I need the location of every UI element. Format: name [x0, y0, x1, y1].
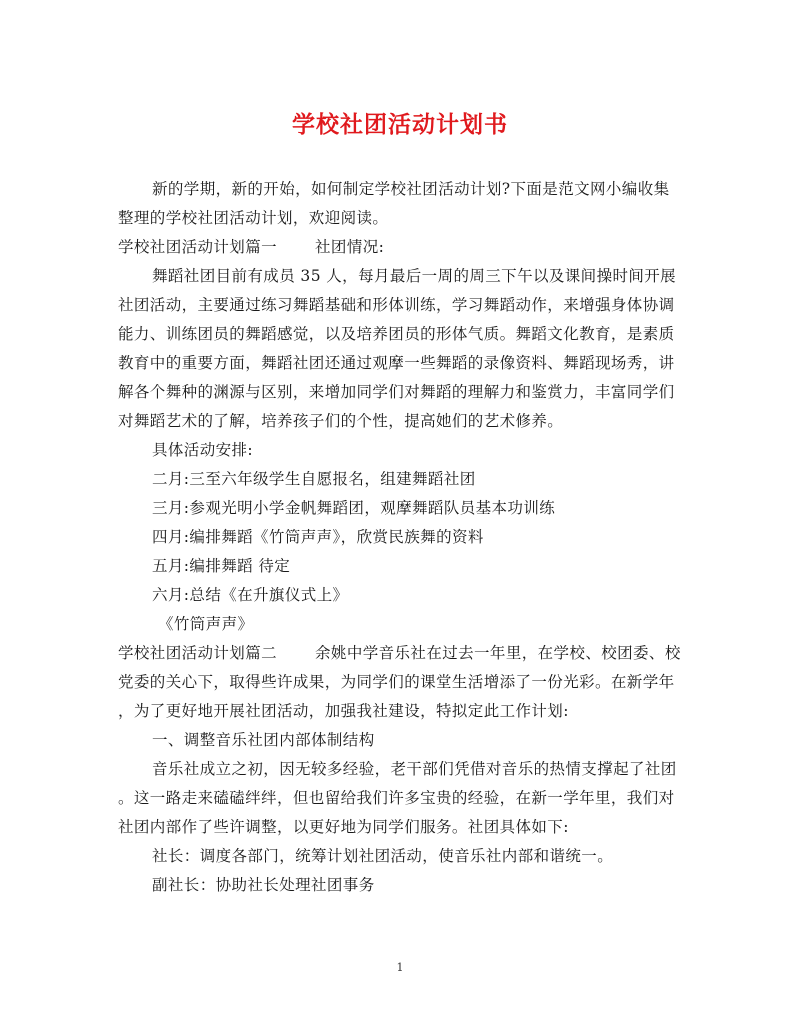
paragraph-line: 社长：调度各部门，统筹计划社团活动，使音乐社内部和谐统一。 — [152, 847, 614, 865]
paragraph-line: 新的学期，新的开始，如何制定学校社团活动计划?下面是范文网小编收集 — [152, 180, 670, 198]
section-heading: 学校社团活动计划篇二 — [118, 644, 278, 662]
paragraph-line: 。这一路走来磕磕绊绊，但也留给我们许多宝贵的经验，在新一学年里，我们对 — [118, 789, 675, 807]
paragraph-line: 舞蹈社团目前有成员 35 人，每月最后一周的周三下午以及课间操时间开展 — [152, 267, 677, 285]
paragraph-line: 音乐社成立之初，因无较多经验，老干部们凭借对音乐的热情支撑起了社团 — [152, 760, 677, 778]
paragraph-line: 整理的学校社团活动计划，欢迎阅读。 — [118, 209, 389, 227]
paragraph-text: 余姚中学音乐社在过去一年里，在学校、校团委、校 — [315, 644, 681, 662]
schedule-item: 六月:总结《在升旗仪式上》 — [152, 586, 349, 604]
section-subheading: 社团情况: — [315, 238, 385, 256]
schedule-item: 二月:三至六年级学生自愿报名，组建舞蹈社团 — [152, 470, 476, 488]
paragraph-line: 对舞蹈艺术的了解，培养孩子们的个性，提高她们的艺术修养。 — [118, 412, 564, 430]
paragraph-line: 教育中的重要方面，舞蹈社团还通过观摩一些舞蹈的录像资料、舞蹈现场秀，讲 — [118, 354, 675, 372]
paragraph-line: 社团内部作了些许调整，以更好地为同学们服务。社团具体如下: — [118, 818, 569, 836]
paragraph-line: 一、调整音乐社团内部体制结构 — [152, 731, 375, 749]
page-number: 1 — [396, 961, 404, 974]
section-heading-line — [118, 643, 688, 663]
page-title: 学校社团活动计划书 — [292, 111, 508, 138]
paragraph-line: 社团活动，主要通过练习舞蹈基础和形体训练，学习舞蹈动作，来增强身体协调 — [118, 296, 675, 314]
section-heading: 学校社团活动计划篇一 — [118, 238, 278, 256]
paragraph-line: 党委的关心下，取得些许成果，为同学们的课堂生活增添了一份光彩。在新学年 — [118, 673, 675, 691]
paragraph-line: 副社长：协助社长处理社团事务 — [152, 876, 375, 894]
paragraph-line: 能力、训练团员的舞蹈感觉，以及培养团员的形体气质。舞蹈文化教育，是素质 — [118, 325, 675, 343]
schedule-item: 三月:参观光明小学金帆舞蹈团，观摩舞蹈队员基本功训练 — [152, 499, 556, 517]
schedule-item: 四月:编排舞蹈《竹筒声声》，欣赏民族舞的资料 — [152, 528, 484, 546]
paragraph-line: 具体活动安排: — [152, 441, 254, 459]
paragraph-line: 《竹筒声声》 — [158, 615, 254, 633]
schedule-item: 五月:编排舞蹈 待定 — [152, 557, 291, 575]
section-heading-line — [118, 237, 688, 257]
paragraph-line: ，为了更好地开展社团活动，加强我社建设，特拟定此工作计划: — [118, 702, 569, 720]
paragraph-line: 解各个舞种的渊源与区别，来增加同学们对舞蹈的理解力和鉴赏力，丰富同学们 — [118, 383, 675, 401]
